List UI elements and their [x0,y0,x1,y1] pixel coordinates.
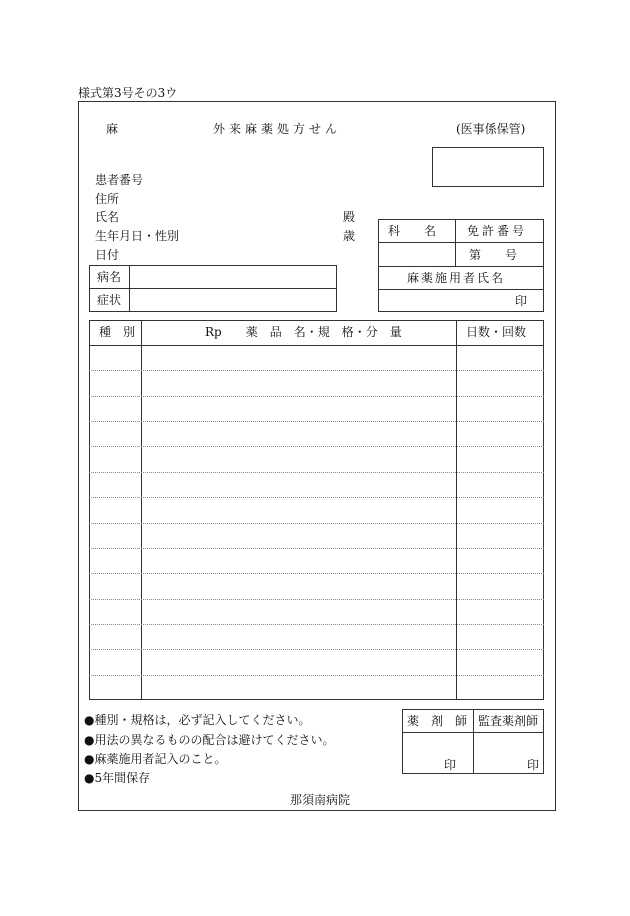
rx-row-line [89,396,544,397]
rx-col-drug: Rp 薬 品 名・規 格・分 量 [205,325,402,339]
rx-row-line [89,675,544,676]
rx-row-line [89,370,544,371]
rx-row-line [89,548,544,549]
pharmacist-seal: 印 [444,758,457,772]
honorific-label: 殿 [343,210,356,224]
rx-table [89,320,544,700]
address-label: 住所 [95,192,120,206]
narcotic-user-name-label: 麻薬施用者氏名 [407,271,506,285]
rx-row-line [89,421,544,422]
department-label: 科 名 [388,224,437,238]
rx-row-line [89,573,544,574]
form-title: 外来麻薬処方せん [213,122,342,136]
note-1: ●種別・規格は，必ず記入してください。 [84,713,311,727]
rx-row-line [89,446,544,447]
note-2: ●用法の異なるものの配合は避けてください。 [84,733,335,747]
hospital-name: 那須南病院 [290,793,351,807]
name-label: 氏名 [95,210,120,224]
stamp-box [432,147,544,187]
license-number-label: 免許番号 [467,224,528,238]
pharmacist-label: 薬 剤 師 [407,714,468,728]
rx-row-line [89,599,544,600]
narcotic-mark: 麻 [106,122,119,136]
license-number-field: 第 号 [469,248,518,262]
note-4: ●5年間保存 [84,771,151,785]
form-number: 様式第3号その3ウ [78,86,178,100]
patient-number-label: 患者番号 [95,173,144,187]
rx-row-line [89,523,544,524]
rx-col-days: 日数・回数 [466,325,527,339]
disease-label: 病名 [97,270,122,284]
note-3: ●麻薬施用者記入のこと。 [84,752,227,766]
rx-row-line [89,649,544,650]
rx-row-line [89,497,544,498]
symptom-label: 症状 [97,293,122,307]
rx-col-type: 種 別 [99,325,136,339]
prescriber-seal-label: 印 [515,294,528,308]
date-label: 日付 [95,248,120,262]
birth-sex-label: 生年月日・性別 [95,229,180,243]
rx-row-line [89,472,544,473]
auditing-pharmacist-label: 監査薬剤師 [478,714,539,728]
auditing-pharmacist-seal: 印 [527,758,540,772]
age-unit-label: 歳 [343,229,356,243]
rx-row-line [89,624,544,625]
storage-note: (医事係保管) [456,122,526,136]
